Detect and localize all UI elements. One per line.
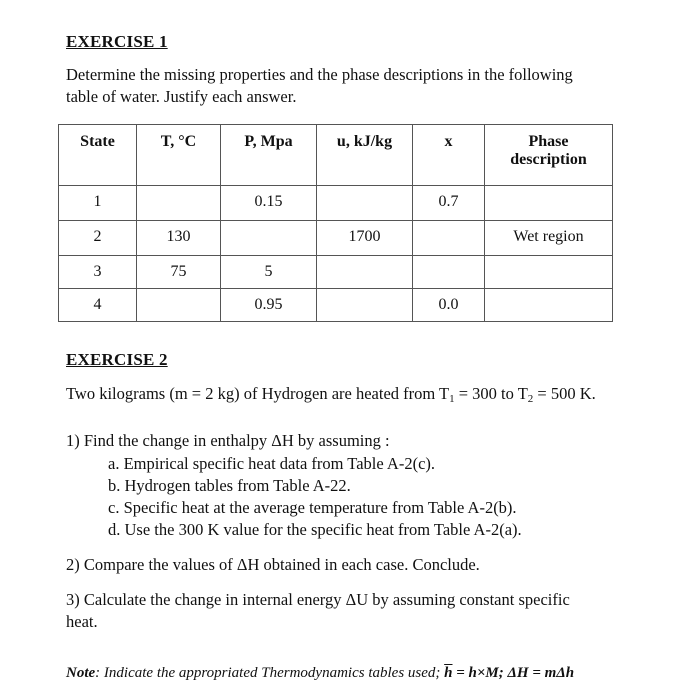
h-bar-symbol: $\overline{h}$ — [444, 665, 453, 681]
question-1: 1) Find the change in enthalpy ΔH by assuming : — [66, 431, 390, 450]
question-2: 2) Compare the values of ΔH obtained in each case. Conclude. — [66, 555, 480, 574]
subscript-1: 1 — [449, 393, 455, 405]
header-state: State — [59, 125, 137, 186]
exercise1-intro-line1: Determine the missing properties and the phase descriptions in the following — [66, 65, 573, 84]
table-cell: 3 — [59, 256, 137, 289]
table-cell: 0.15 — [221, 186, 317, 221]
table-cell: Wet region — [485, 221, 613, 256]
table-cell: 0.0 — [413, 289, 485, 322]
table-cell: 1700 — [317, 221, 413, 256]
note-text: : Indicate the appropriated Thermodynamics tables used; — [95, 665, 445, 681]
table-cell — [137, 289, 221, 322]
header-pressure: P, Mpa — [221, 125, 317, 186]
question-3-line2: heat. — [66, 612, 98, 631]
statement-part-c: = 500 K. — [533, 384, 596, 403]
table-cell — [137, 186, 221, 221]
exercise2-title: EXERCISE 2 — [66, 350, 168, 369]
table-cell: 1 — [59, 186, 137, 221]
list-item: b. Hydrogen tables from Table A-22. — [108, 476, 351, 495]
table-cell — [413, 256, 485, 289]
table-cell — [485, 289, 613, 322]
table-cell — [221, 221, 317, 256]
table-cell: 0.95 — [221, 289, 317, 322]
header-quality: x — [413, 125, 485, 186]
note-formula-2: ΔH = mΔh — [507, 665, 575, 681]
note-formula-1: = h×M; — [452, 665, 508, 681]
table-cell: 4 — [59, 289, 137, 322]
table-cell — [317, 256, 413, 289]
header-phase-line2: description — [510, 151, 587, 168]
table-cell: 130 — [137, 221, 221, 256]
header-internal-energy: u, kJ/kg — [317, 125, 413, 186]
exercise1-title: EXERCISE 1 — [66, 32, 168, 51]
note-line — [66, 665, 574, 682]
subscript-2: 2 — [527, 393, 534, 405]
table-cell — [317, 186, 413, 221]
table-row — [59, 221, 613, 256]
question-1-items — [108, 453, 522, 541]
list-item: d. Use the 300 K value for the specific heat from Table A-2(a). — [108, 520, 522, 539]
list-item: a. Empirical specific heat data from Table A-2(c). — [108, 454, 436, 473]
table-cell — [317, 289, 413, 322]
statement-part-b: = 300 to T — [454, 384, 528, 403]
table-header-row — [59, 125, 613, 186]
table-cell: 0.7 — [413, 186, 485, 221]
header-phase-description — [485, 125, 613, 186]
table-row — [59, 289, 613, 322]
table-cell — [485, 186, 613, 221]
table-cell: 2 — [59, 221, 137, 256]
table-cell — [485, 256, 613, 289]
list-item: c. Specific heat at the average temperature from Table A-2(b). — [108, 498, 517, 517]
header-phase-line1: Phase — [528, 133, 569, 150]
table-row — [59, 256, 613, 289]
table-cell — [413, 221, 485, 256]
note-label: Note — [66, 665, 96, 681]
exercise2-statement — [66, 383, 596, 410]
properties-table — [58, 124, 613, 322]
header-temperature: T, °C — [137, 125, 221, 186]
table-cell: 5 — [221, 256, 317, 289]
table-cell: 75 — [137, 256, 221, 289]
statement-part-a: Two kilograms (m = 2 kg) of Hydrogen are heated from T — [66, 384, 450, 403]
question-3-line1: 3) Calculate the change in internal energy ΔU by assuming constant specific — [66, 590, 570, 609]
exercise1-intro-line2: table of water. Justify each answer. — [66, 87, 297, 106]
table-row — [59, 186, 613, 221]
